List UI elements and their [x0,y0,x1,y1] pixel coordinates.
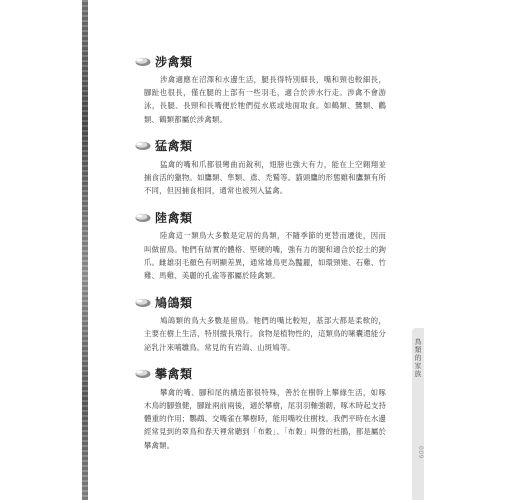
section-body: 涉禽適應在沼澤和水邊生活，腿長得特別細長，嘴和頸也較細長，腳趾也很長，僅在腿的上部有一些羽毛，適合於涉水行走。涉禽不會游泳，長腿、長頸和長嘴便於牠們從水底或地面取食。如鶴類、鷺類、鸛類、鶴類都屬於涉禽類。 [144,75,386,124]
feather-bullet-icon [134,212,151,223]
section-heading [134,293,386,311]
section-land-fowl [134,208,386,282]
section-body: 陸禽這一類鳥大多數是定居的鳥類，不隨季節的更替而遷徙，因而叫做留鳥。牠們有結實的體格、堅硬的嘴，強有力的腿和適合於挖土的鉤爪。雌雄羽毛顏色有明顯差異，通常雄鳥更為豔麗，如環頸雉、石雞、竹雞、馬雞、美麗的孔雀等都屬於陸禽類。 [144,231,386,281]
chapter-title: 鳥類的家族 [414,338,422,378]
chapter-side-tab [412,328,424,500]
heading-text: 猛禽類 [155,139,193,154]
heading-text: 陸禽類 [155,210,193,225]
section-heading [134,365,386,383]
feather-bullet-icon [134,297,151,308]
page-number: 009 [417,446,424,459]
section-heading [134,137,386,155]
section-heading [134,52,386,70]
section-body: 鳩鴿類的鳥大多數是留鳥。牠們的嘴比較短，基部大都是柔軟的，主要在樹上生活，特別擅長飛行。食物是植物性的，這類鳥的嗉囊還能分泌乳汁來哺雛鳥。常見的有岩鴿、山斑鳩等。 [144,316,386,352]
section-raptors [134,137,386,198]
feather-bullet-icon [134,368,151,379]
heading-text: 涉禽類 [155,54,193,69]
section-wading-birds [134,52,386,126]
binding-edge-strip [82,0,88,500]
heading-text: 鳩鴿類 [155,295,193,310]
section-pigeons-doves [134,293,386,354]
heading-text: 攀禽類 [155,367,193,382]
feather-bullet-icon [134,56,151,67]
section-body: 猛禽的嘴和爪都很彎曲而銳利，翅膀也強大有力，能在上空翱翔並捕食活的獵物。如鷹類、隼類、鳶、禿鷲等。貓頭鷹的形態雖和鷹類有所不同，但因捕食相同，通常也被列入猛禽。 [144,159,386,196]
section-climbing-birds [134,365,386,452]
section-heading [134,208,386,226]
document-content [134,52,386,463]
section-body: 攀禽的嘴、腳和尾的構造都很特殊，善於在樹幹上攀緣生活，如啄木鳥的腳強健，腳趾兩前兩後，適於攀樹，尾羽羽軸強韌，啄木時起支持體重的作用；鸚鵡、交嘴雀在攀樹時，能用嘴咬住樹枝。我們平時在水邊經常見到的翠鳥和春天裡常聽到「布穀」、「布穀」叫聲的杜鵑，都是屬於攀禽類。 [144,387,386,450]
feather-bullet-icon [134,140,151,151]
